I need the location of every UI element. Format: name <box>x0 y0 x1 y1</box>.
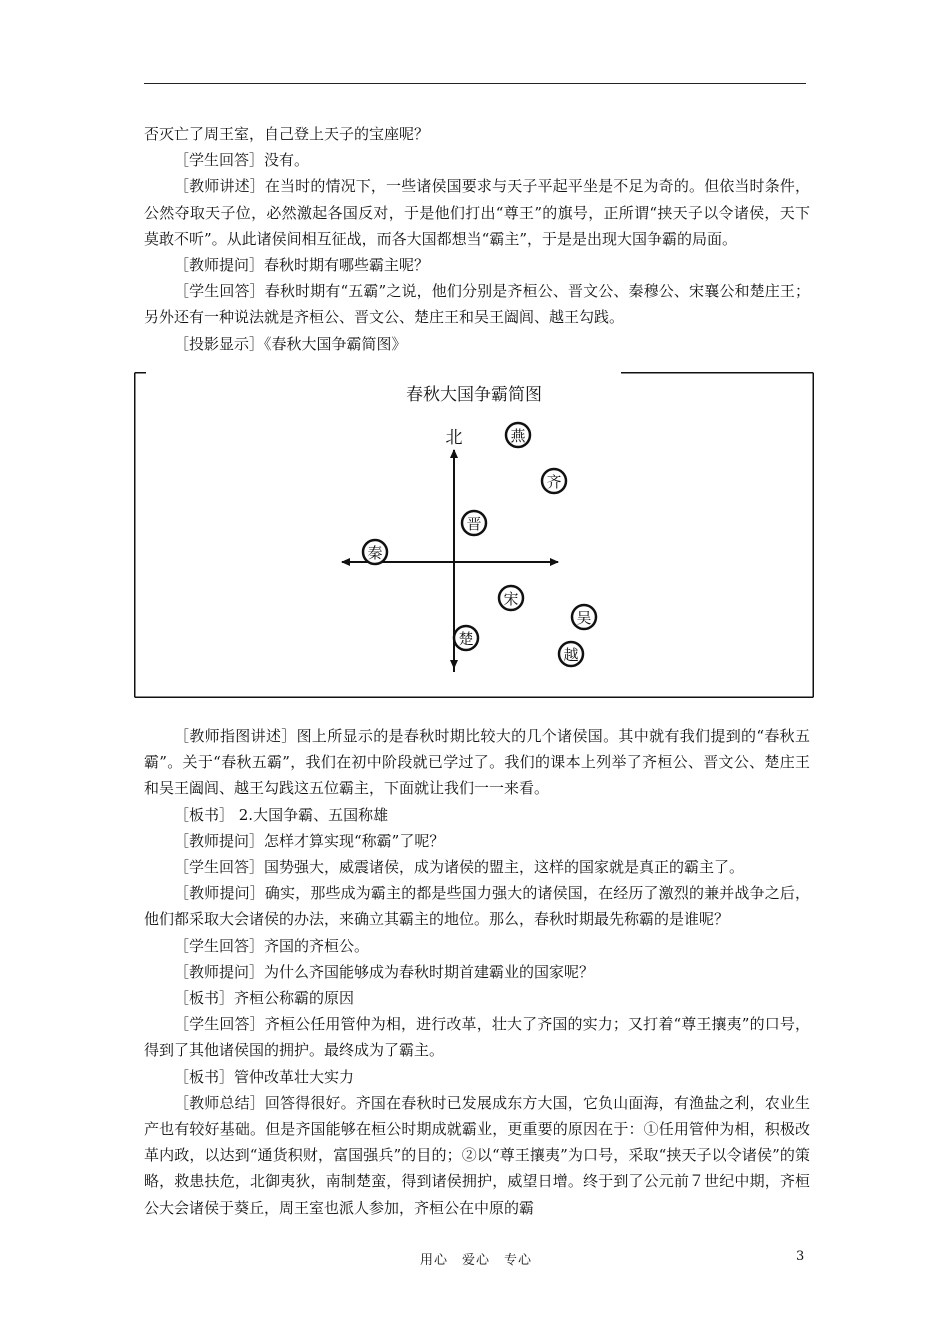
north-label: 北 <box>445 428 463 448</box>
state-chu <box>454 626 478 650</box>
state-label: 宋 <box>503 590 519 608</box>
state-label: 齐 <box>546 473 562 491</box>
paragraph: ［教师指图讲述］图上所显示的是春秋时期比较大的几个诸侯国。其中就有我们提到的“春秋五霸”。关于“春秋五霸”，我们在初中阶段就已学过了。我们的课本上列举了齐桓公、晋文公、楚庄王和吴王阖闾、越王勾践这五位霸主，下面就让我们一一来看。 <box>144 727 810 798</box>
text-block-top <box>144 121 810 357</box>
paragraph: ［教师提问］为什么齐国能够成为春秋时期首建霸业的国家呢？ <box>174 962 595 981</box>
state-qin <box>363 540 387 564</box>
state-label: 越 <box>563 646 579 664</box>
state-song <box>499 586 523 610</box>
state-label: 吴 <box>576 609 592 627</box>
paragraph: ［教师提问］确实，那些成为霸主的都是些国力强大的诸侯国，在经历了激烈的兼并战争之后，他们都采取大会诸侯的办法，来确立其霸主的地位。那么，春秋时期最先称霸的是谁呢？ <box>144 884 810 929</box>
paragraph: ［板书］齐桓公称霸的原因 <box>174 989 355 1008</box>
paragraph: ［学生回答］齐国的齐桓公。 <box>174 936 370 955</box>
paragraph: ［板书］管仲改革壮大实力 <box>174 1067 355 1086</box>
paragraph: ［教师提问］怎样才算实现“称霸”了呢？ <box>174 831 445 850</box>
paragraph: ［教师提问］春秋时期有哪些霸主呢？ <box>174 256 430 275</box>
figure-title: 春秋大国争霸简图 <box>406 385 542 405</box>
text-block-bottom <box>144 723 810 1221</box>
header-rule <box>144 83 806 84</box>
map-figure <box>134 372 814 698</box>
state-label: 燕 <box>510 427 526 445</box>
paragraph: ［学生回答］齐桓公任用管仲为相，进行改革，壮大了齐国的实力；又打着“尊王攘夷”的口号，得到了其他诸侯国的拥护。最终成为了霸主。 <box>144 1015 810 1060</box>
paragraph: ［板书］ 2.大国争霸、五国称雄 <box>174 805 389 824</box>
paragraph: ［学生回答］没有。 <box>174 151 310 170</box>
paragraph: 否灭亡了周王室，自己登上天子的宝座呢？ <box>144 125 430 143</box>
state-qi <box>542 469 566 493</box>
map-figure-svg <box>134 372 814 698</box>
footer-motto: 用心 爱心 专心 <box>419 1253 532 1268</box>
paragraph: ［教师讲述］在当时的情况下，一些诸侯国要求与天子平起平坐是不足为奇的。但依当时条件，公然夺取天子位，必然激起各国反对，于是他们打出“尊王”的旗号，正所谓“挟天子以令诸侯，天下莫敢不听”。从此诸侯间相互征战，而各大国都想当“霸主”，于是是出现大国争霸的局面。 <box>144 177 810 248</box>
paragraph: ［学生回答］国势强大，威震诸侯，成为诸侯的盟主，这样的国家就是真正的霸主了。 <box>174 858 745 877</box>
state-label: 秦 <box>367 544 383 562</box>
state-label: 晋 <box>466 515 482 533</box>
state-yue <box>559 642 583 666</box>
state-yan <box>506 423 530 447</box>
paragraph: ［学生回答］春秋时期有“五霸”之说，他们分别是齐桓公、晋文公、秦穆公、宋襄公和楚庄王；另外还有一种说法就是齐桓公、晋文公、楚庄王和吴王阖闾、越王勾践。 <box>144 282 810 327</box>
state-jin <box>462 511 486 535</box>
paragraph: ［投影显示］《春秋大国争霸简图》 <box>174 334 407 353</box>
state-wu <box>572 605 596 629</box>
state-label: 楚 <box>458 630 474 648</box>
paragraph: ［教师总结］回答得很好。齐国在春秋时已发展成东方大国，它负山面海，有渔盐之利，农业生产也有较好基础。但是齐国能够在桓公时期成就霸业，更重要的原因在于：①任用管仲为相，积极改革内政，以达到“通货积财，富国强兵”的目的；②以“尊王攘夷”为口号，采取“挟天子以令诸侯”的策略，救患扶危，北御夷狄，南制楚蛮，得到诸侯拥护，威望日增。终于到了公元前７世纪中期，齐桓公大会诸侯于葵丘，周王室也派人参加，齐桓公在中原的霸 <box>144 1093 810 1217</box>
page-number: 3 <box>796 1249 805 1264</box>
